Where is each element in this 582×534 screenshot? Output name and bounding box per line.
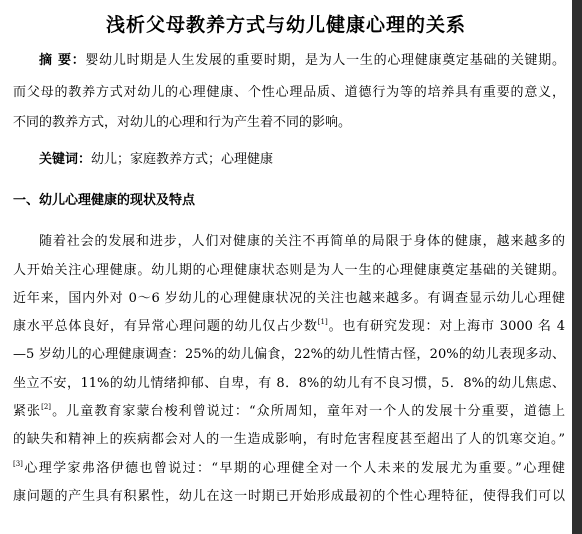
abstract-line-3: 不同的教养方式，对幼儿的心理和行为产生着不同的影响。 [13, 115, 352, 130]
citation-2: [2] [41, 403, 52, 411]
section-heading: 一、幼儿心理健康的现状及特点 [13, 193, 196, 208]
body-line-4-b: 。也有研究发现：对上海市 3000 名 4 [327, 319, 565, 334]
body-line-7-b: 。儿童教育家蒙台梭利曾说过：“众所周知，童年对一个人的发展十分重要，道德上 [51, 404, 565, 419]
citation-3: [3] [13, 460, 23, 468]
body-line-8: 的缺失和精神上的疾病都会对人的一生造成影响，有时危害程度甚至超出了人的饥寒交迫。” [13, 432, 565, 447]
body-line-9 [13, 460, 565, 478]
window-edge [572, 0, 582, 534]
abstract-text-1: 婴幼儿时期是人生发展的重要时期，是为人一生的心理健康奠定基础的关键期。 [85, 53, 565, 68]
body-line-3: 近年来，国内外对 0～6 岁幼儿的心理健康状况的关注也越来越多。有调查显示幼儿心理健 [13, 291, 565, 306]
body-line-10: 康问题的产生具有积累性，幼儿在这一时期已开始形成最初的个性心理特征，使得我们可以 [13, 489, 565, 504]
keywords-text: 幼儿；家庭教养方式；心理健康 [91, 152, 274, 167]
keywords-line [13, 151, 565, 169]
body-line-6: 坐立不安，11%的幼儿情绪抑郁、自卑，有 8．8%的幼儿有不良习惯，5．8%的幼儿焦虑、 [13, 376, 565, 391]
body-line-5: —5 岁幼儿的心理健康调查：25%的幼儿偏食，22%的幼儿性情古怪，20%的幼儿表现多动、 [13, 347, 565, 362]
body-line-4 [13, 318, 565, 336]
abstract-label: 摘 要： [39, 53, 86, 68]
abstract-line-2: 而父母的教养方式对幼儿的心理健康、个性心理品质、道德行为等的培养具有重要的意义， [13, 85, 565, 100]
citation-1: [1] [317, 318, 328, 326]
body-line-7 [13, 403, 565, 421]
keywords-label: 关键词： [39, 152, 92, 167]
body-line-1: 随着社会的发展和进步，人们对健康的关注不再简单的局限于身体的健康，越来越多的 [39, 234, 565, 249]
body-line-4-a: 康水平总体良好，有异常心理问题的幼儿仅占少数 [13, 319, 318, 334]
body-line-9-a: 心理学家弗洛伊德也曾说过：“早期的心理健全对一个人未来的发展尤为重要。”心理健 [22, 461, 565, 476]
document-title: 浅析父母教养方式与幼儿健康心理的关系 [105, 14, 466, 36]
abstract-line-1 [13, 52, 565, 70]
body-line-2: 人开始关注心理健康。幼儿期的心理健康状态则是为人一生的心理健康奠定基础的关键期。 [13, 263, 565, 278]
body-line-7-a: 紧张 [13, 404, 42, 419]
